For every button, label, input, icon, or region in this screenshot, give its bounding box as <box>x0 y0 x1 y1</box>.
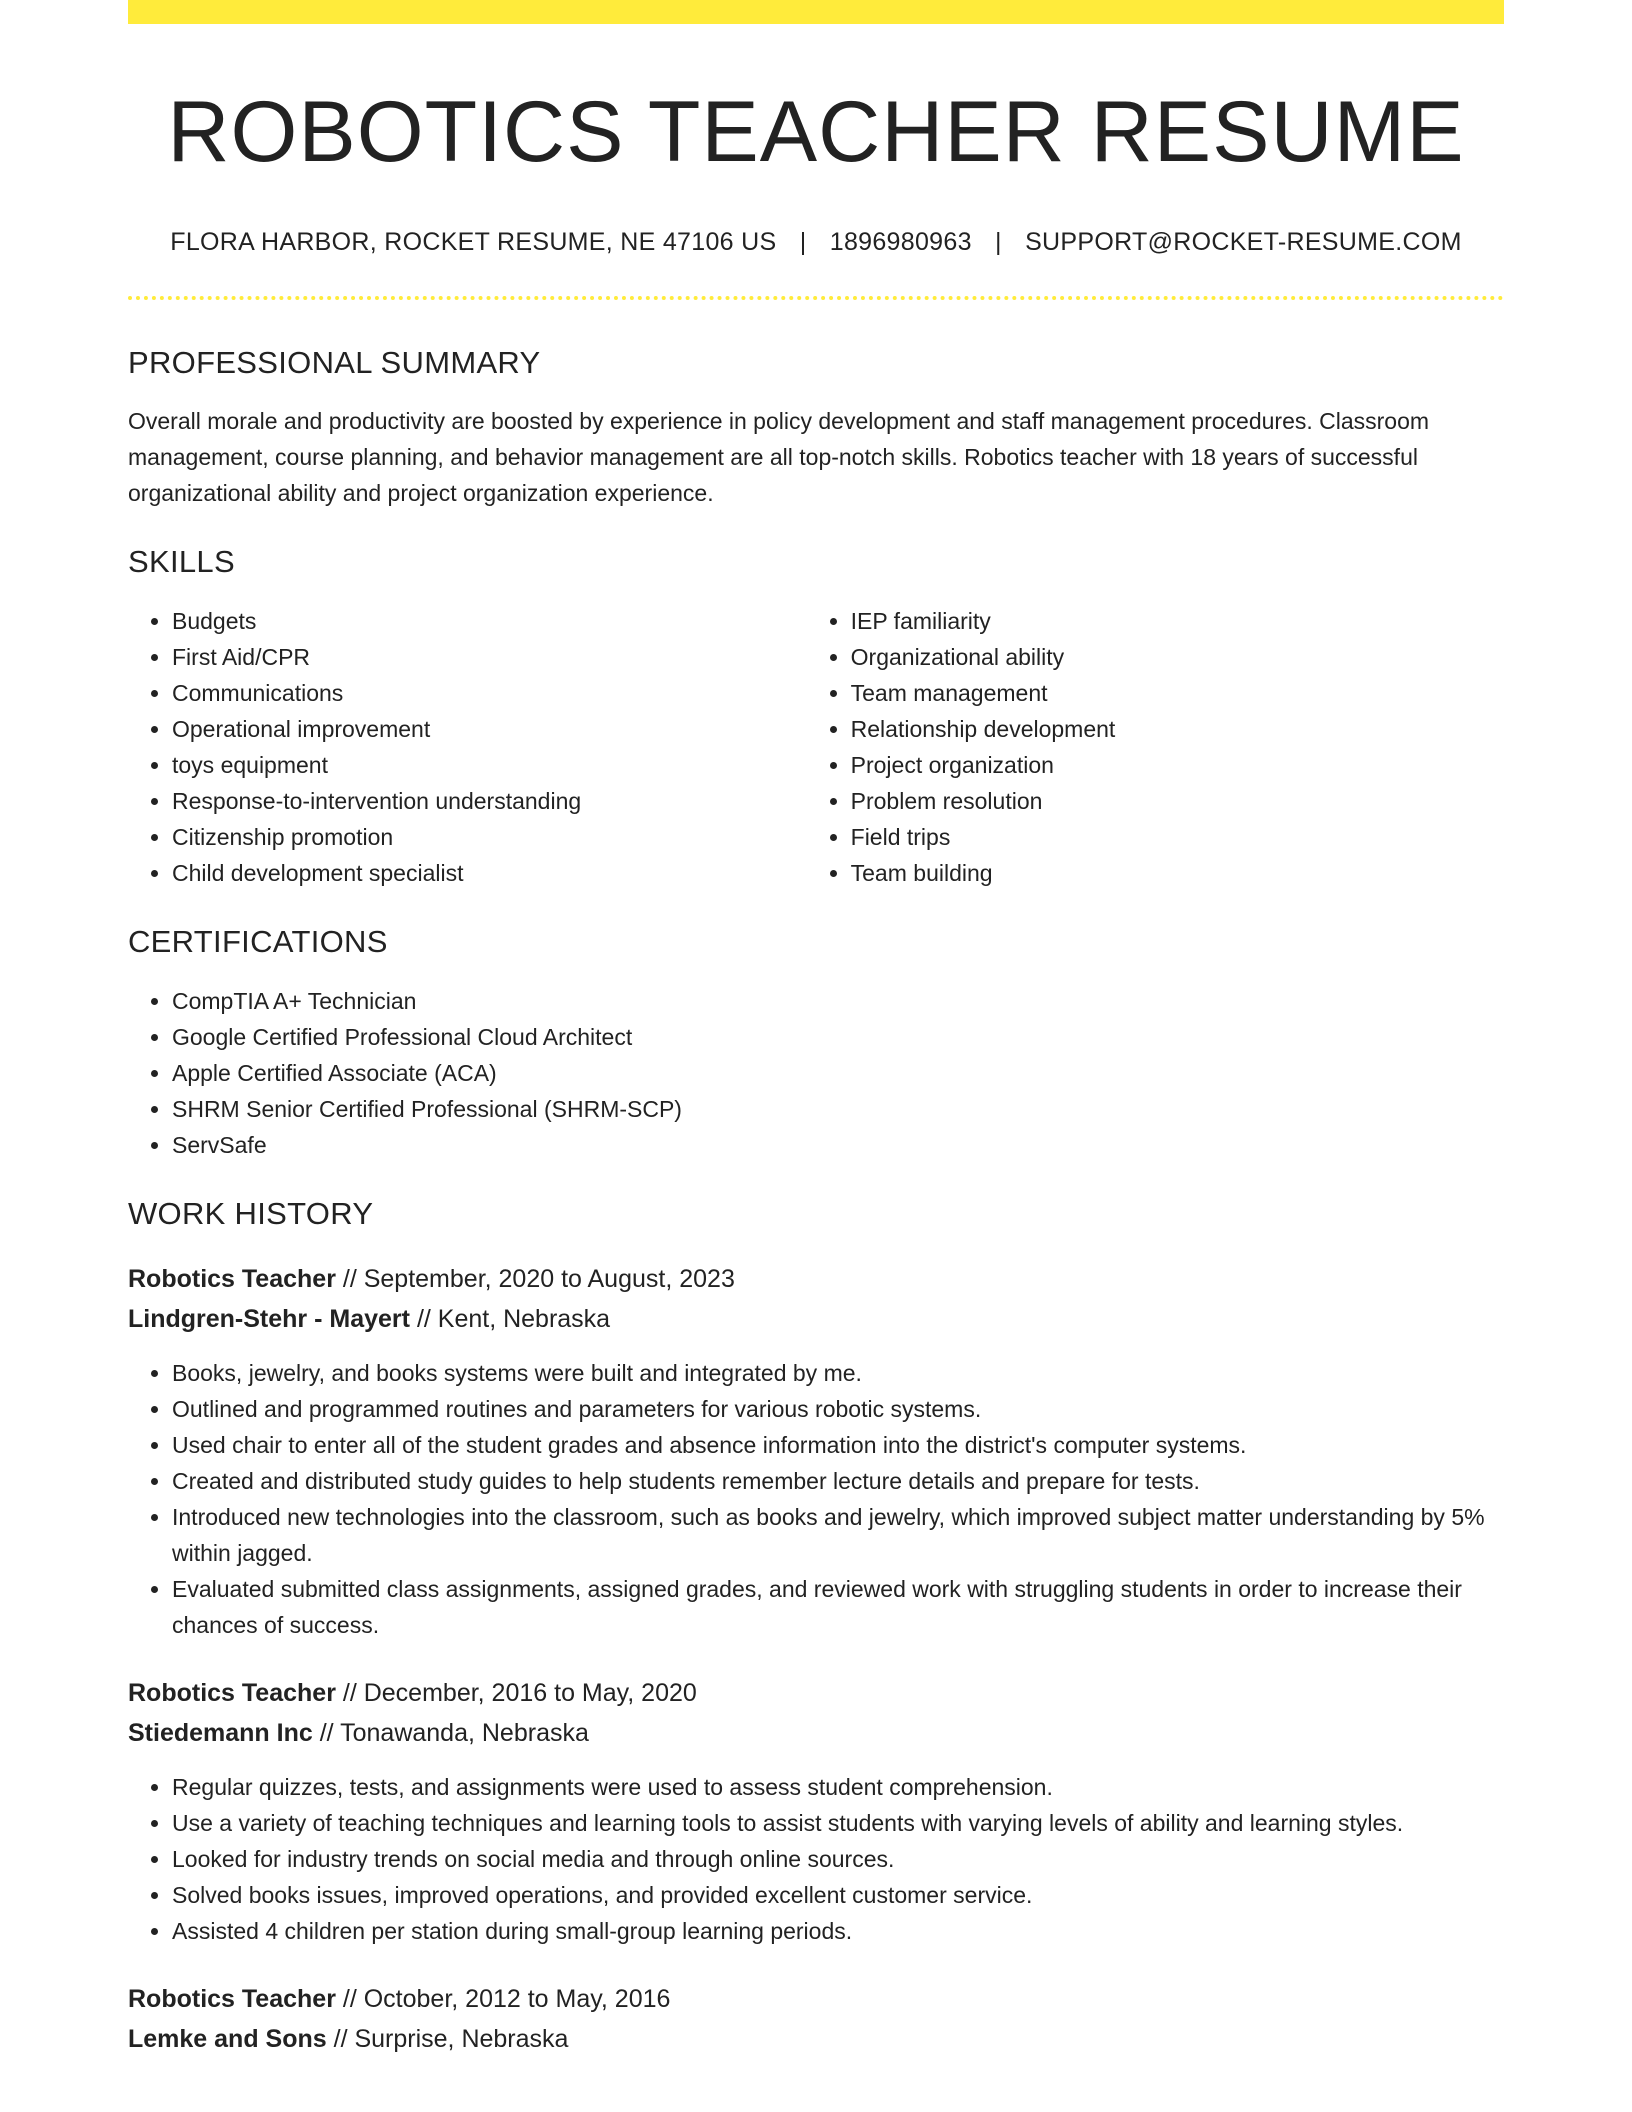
contact-phone: 1896980963 <box>829 228 972 256</box>
job-company-line <box>128 1299 1504 1339</box>
contact-address: FLORA HARBOR, ROCKET RESUME, NE 47106 US <box>170 228 777 256</box>
list-item: • Looked for industry trends on social media and through online sources. <box>172 1841 1504 1877</box>
work-history-heading: WORK HISTORY <box>128 1196 374 1231</box>
list-item: • Created and distributed study guides to help students remember lecture details and prepare for tests. <box>172 1463 1504 1499</box>
list-item: • Operational improvement <box>172 711 807 747</box>
job-title: Robotics Teacher <box>128 1985 336 2013</box>
job-location: // Tonawanda, Nebraska <box>319 1719 589 1747</box>
skills-list-right <box>807 603 1504 891</box>
list-item: • Child development specialist <box>172 855 807 891</box>
list-item: • Books, jewelry, and books systems were built and integrated by me. <box>172 1355 1504 1391</box>
job-dates: // September, 2020 to August, 2023 <box>342 1265 735 1293</box>
skills-list-left <box>128 603 807 891</box>
skills-heading: SKILLS <box>128 544 235 579</box>
list-item: • Google Certified Professional Cloud Architect <box>172 1019 1504 1055</box>
summary-heading: PROFESSIONAL SUMMARY <box>128 345 541 380</box>
job-bullets <box>128 1355 1504 1643</box>
list-item: • First Aid/CPR <box>172 639 807 675</box>
accent-bar <box>128 0 1504 24</box>
job-bullets <box>128 1769 1504 1949</box>
job-title-line <box>128 1673 1504 1713</box>
job-entry <box>128 1259 1504 1643</box>
list-item: • Team building <box>851 855 1504 891</box>
work-history-section <box>128 1195 1504 2059</box>
contact-separator: | <box>799 228 807 256</box>
contact-line <box>128 226 1504 258</box>
list-item: • Field trips <box>851 819 1504 855</box>
list-item: • CompTIA A+ Technician <box>172 983 1504 1019</box>
list-item: • Outlined and programmed routines and parameters for various robotic systems. <box>172 1391 1504 1427</box>
list-item: • Organizational ability <box>851 639 1504 675</box>
job-company-line <box>128 1713 1504 1753</box>
contact-email: SUPPORT@ROCKET-RESUME.COM <box>1025 228 1462 256</box>
job-dates: // October, 2012 to May, 2016 <box>342 1985 671 2013</box>
summary-text: Overall morale and productivity are boosted by experience in policy development and staff management procedures. Classroom management, course planning, and behavior management are all top-notch skills. Robotics teacher with 18 years of successful organizational ability and project organization experience. <box>128 408 1430 506</box>
resume-title: ROBOTICS TEACHER RESUME <box>167 84 1465 180</box>
skills-section <box>128 543 1504 891</box>
job-location: // Surprise, Nebraska <box>333 2025 569 2053</box>
job-title: Robotics Teacher <box>128 1679 336 1707</box>
list-item: • Citizenship promotion <box>172 819 807 855</box>
list-item: • ServSafe <box>172 1127 1504 1163</box>
job-entry <box>128 1979 1504 2059</box>
job-title-line <box>128 1259 1504 1299</box>
list-item: • Regular quizzes, tests, and assignments were used to assess student comprehension. <box>172 1769 1504 1805</box>
job-entry <box>128 1673 1504 1949</box>
contact-separator: | <box>995 228 1002 256</box>
list-item: • Apple Certified Associate (ACA) <box>172 1055 1504 1091</box>
certifications-heading: CERTIFICATIONS <box>128 924 388 959</box>
list-item: • Relationship development <box>851 711 1504 747</box>
list-item: • SHRM Senior Certified Professional (SHRM-SCP) <box>172 1091 1504 1127</box>
list-item: • Budgets <box>172 603 807 639</box>
list-item: • Solved books issues, improved operations, and provided excellent customer service. <box>172 1877 1504 1913</box>
list-item: • Use a variety of teaching techniques and learning tools to assist students with varying levels of ability and learning styles. <box>172 1805 1504 1841</box>
skills-grid <box>128 603 1504 891</box>
job-title-line <box>128 1979 1504 2019</box>
job-company-line <box>128 2019 1504 2059</box>
job-company: Stiedemann Inc <box>128 1719 313 1747</box>
job-company: Lemke and Sons <box>128 2025 327 2053</box>
list-item: • Communications <box>172 675 807 711</box>
list-item: • Evaluated submitted class assignments, assigned grades, and reviewed work with struggling students in order to increase their chances of success. <box>172 1571 1504 1643</box>
list-item: • Assisted 4 children per station during small-group learning periods. <box>172 1913 1504 1949</box>
list-item: • Problem resolution <box>851 783 1504 819</box>
job-title: Robotics Teacher <box>128 1265 336 1293</box>
list-item: • Introduced new technologies into the classroom, such as books and jewelry, which improved subject matter understanding by 5% within jagged. <box>172 1499 1504 1571</box>
certifications-section <box>128 923 1504 1163</box>
list-item: • Team management <box>851 675 1504 711</box>
job-company: Lindgren-Stehr - Mayert <box>128 1305 410 1333</box>
list-item: • Response-to-intervention understanding <box>172 783 807 819</box>
job-list <box>128 1259 1504 2059</box>
list-item: • toys equipment <box>172 747 807 783</box>
dotted-divider <box>128 296 1504 300</box>
summary-section <box>128 344 1504 511</box>
list-item: • IEP familiarity <box>851 603 1504 639</box>
resume-content <box>128 24 1504 2059</box>
job-dates: // December, 2016 to May, 2020 <box>342 1679 697 1707</box>
list-item: • Project organization <box>851 747 1504 783</box>
certifications-list <box>128 983 1504 1163</box>
job-location: // Kent, Nebraska <box>416 1305 611 1333</box>
list-item: • Used chair to enter all of the student grades and absence information into the district's computer systems. <box>172 1427 1504 1463</box>
